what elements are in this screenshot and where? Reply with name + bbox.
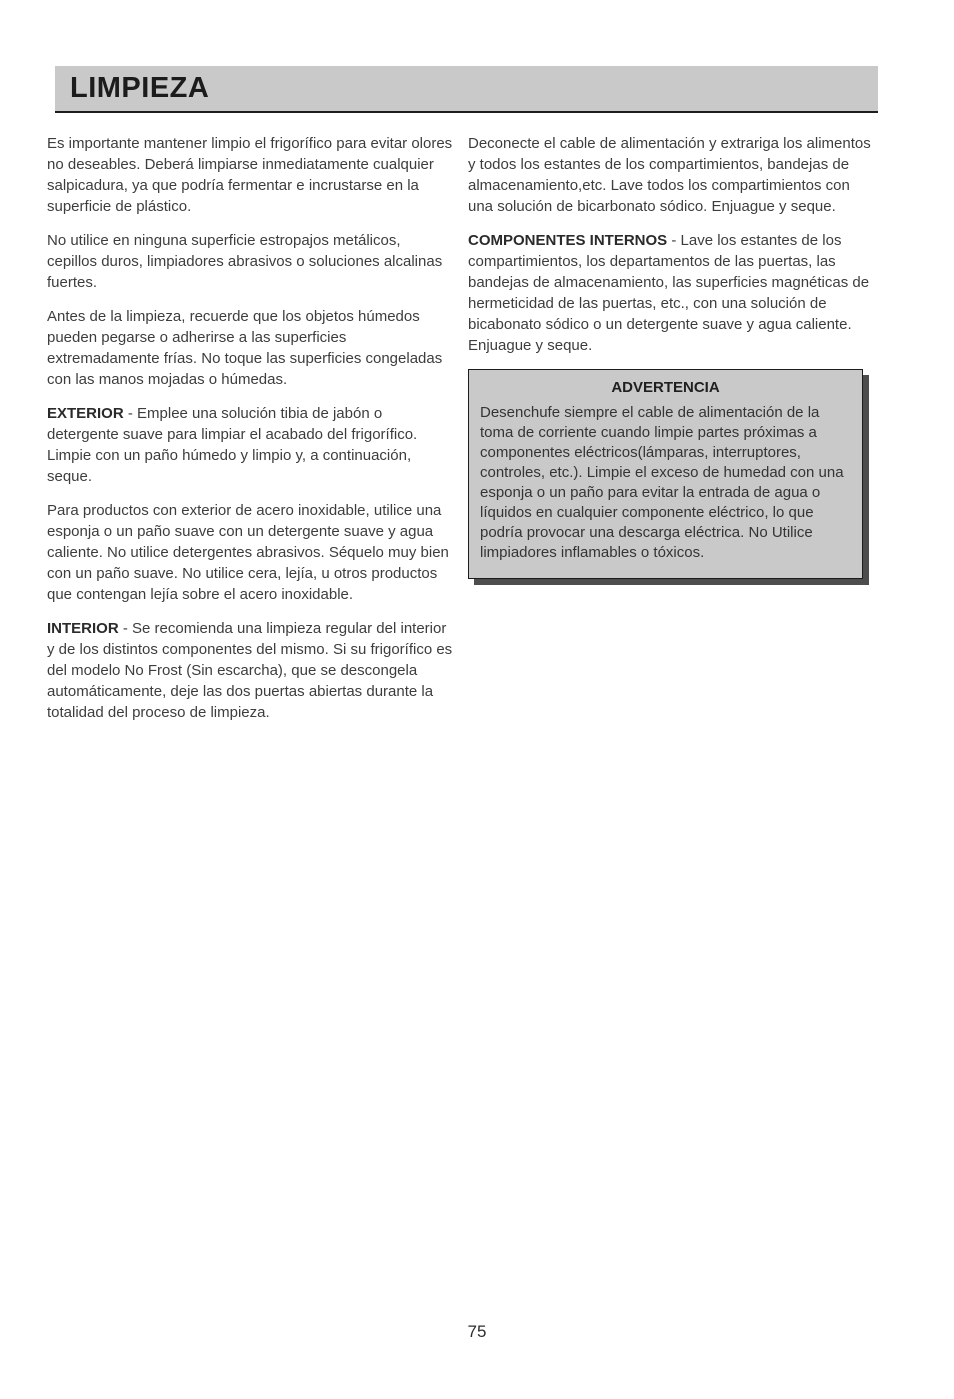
- paragraph-text: Es importante mantener limpio el frigorífico para evitar olores no deseables. Deberá limpiarse inmediatamente cualquier salpicadura, ya que podría fermentar e incrustarse en la superficie de plástico.: [47, 135, 453, 215]
- paragraph-text: Para productos con exterior de acero inoxidable, utilice una esponja o un paño suave con un detergente suave y agua caliente. No utilice detergentes abrasivos. Séquelo muy bien con un paño suave. No utilice cera, lejía, u otros productos que contengan lejía sobre el acero inoxidable.: [47, 502, 449, 603]
- disconnect-paragraph: [468, 133, 875, 217]
- no-abrasives-paragraph: [47, 230, 454, 293]
- paragraph-text: - Lave los estantes de los compartimientos, los departamentos de las puertas, las bandejas de almacenamiento, las superficies magnéticas de hermeticidad de las puertas, etc., con una solución de bicabonato sódico o un detergente suave y agua caliente. Enjuague y seque.: [468, 232, 870, 354]
- paragraph-text: Deconecte el cable de alimentación y extrariga los alimentos y todos los estantes de los compartimientos, bandejas de almacenamiento,etc. Lave todos los compartimientos con una solución de bicarbonato sódico. Enjuague y seque.: [468, 135, 871, 215]
- right-column: [468, 133, 875, 736]
- exterior-paragraph: [47, 403, 454, 487]
- paragraph-text: Antes de la limpieza, recuerde que los objetos húmedos pueden pegarse o adherirse a las superficies extremadamente frías. No toque las superficies congeladas con las manos mojadas o húmedas.: [47, 308, 443, 388]
- left-column: [47, 133, 454, 736]
- paragraph-text: - Emplee una solución tibia de jabón o detergente suave para limpiar el acabado del frigorífico. Limpie con un paño húmedo y limpio y, a continuación, seque.: [47, 405, 418, 485]
- stainless-steel-paragraph: [47, 500, 454, 605]
- warning-body: Desenchufe siempre el cable de alimentación de la toma de corriente cuando limpie partes próximas a componentes eléctricos(lámparas, interruptores, controles, etc.). Limpie el exceso de humedad con una esponja o un paño para evitar la entrada de agua o líquidos en cualquier componente eléctrico, lo que podría provocar una descarga eléctrica. No Utilice limpiadores inflamables o tóxicos.: [480, 404, 844, 561]
- warning-box: [468, 369, 863, 579]
- paragraph-lead: INTERIOR: [47, 620, 119, 637]
- paragraph-lead: EXTERIOR: [47, 405, 124, 422]
- paragraph-lead: COMPONENTES INTERNOS: [468, 232, 668, 249]
- section-header-bar: [55, 66, 878, 113]
- paragraph-text: - Se recomienda una limpieza regular del interior y de los distintos componentes del mismo. Si su frigorífico es del modelo No Frost (Sin escarcha), que se descongela automáticamente, deje las dos puertas abiertas durante la totalidad del proceso de limpieza.: [47, 620, 453, 721]
- internal-components-paragraph: [468, 230, 875, 356]
- warning-title: ADVERTENCIA: [611, 379, 720, 396]
- intro-paragraph: [47, 133, 454, 217]
- two-column-body: [47, 133, 875, 736]
- paragraph-text: No utilice en ninguna superficie estropajos metálicos, cepillos duros, limpiadores abrasivos o soluciones alcalinas fuertes.: [47, 232, 443, 291]
- page-title: LIMPIEZA: [70, 72, 210, 104]
- page-number: 75: [467, 1322, 487, 1341]
- cold-surfaces-paragraph: [47, 306, 454, 390]
- interior-paragraph: [47, 618, 454, 723]
